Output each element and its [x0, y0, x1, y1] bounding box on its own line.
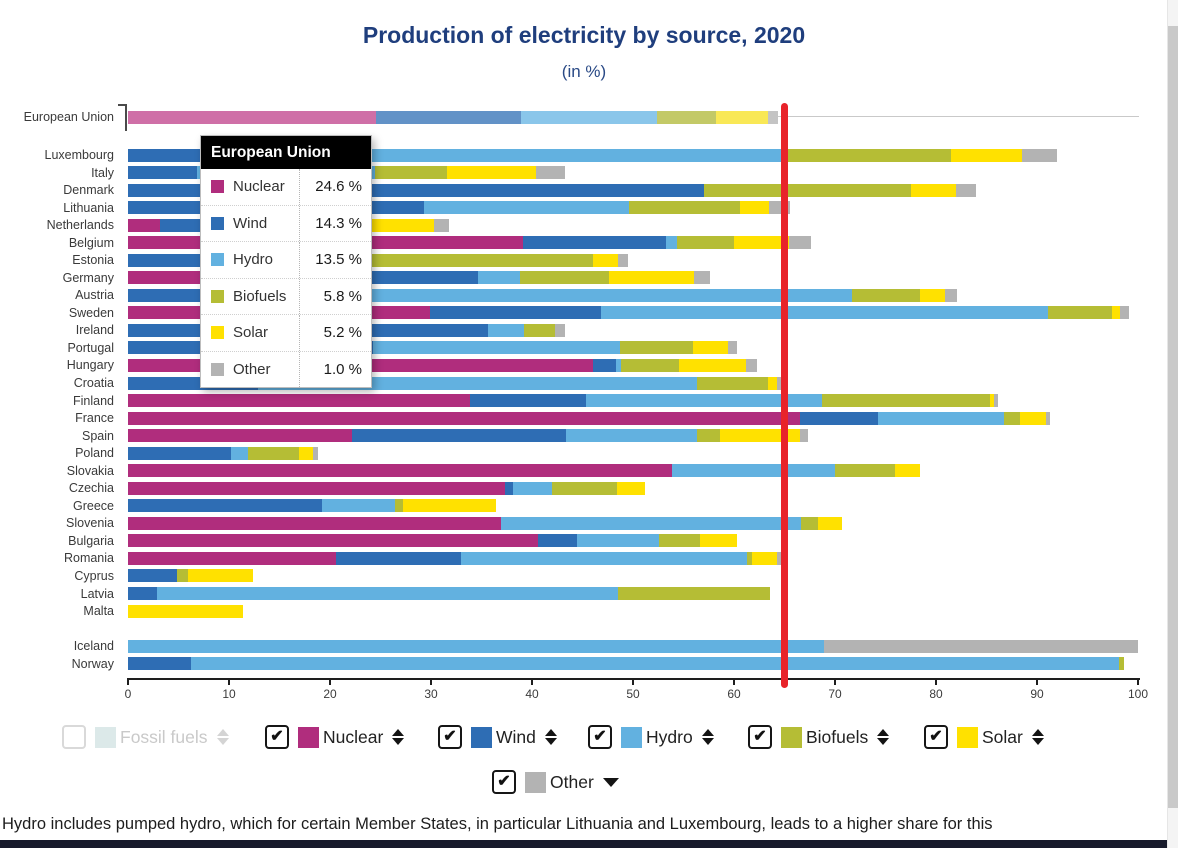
- scrollbar-track[interactable]: [1167, 0, 1178, 848]
- country-label-ireland: Ireland: [75, 323, 114, 338]
- tooltip-label: Nuclear: [233, 178, 285, 196]
- sort-arrows-icon[interactable]: [545, 729, 557, 746]
- check-icon: ✔: [497, 773, 511, 790]
- bar-segment-wind[interactable]: [538, 534, 577, 547]
- x-tick-label: 80: [929, 687, 943, 701]
- check-icon: ✔: [753, 728, 767, 745]
- country-label-finland: Finland: [73, 393, 114, 408]
- bar-segment-hydro[interactable]: [322, 499, 395, 512]
- x-tick: [834, 680, 836, 685]
- bar-segment-wind[interactable]: [336, 552, 461, 565]
- bar-segment-biofuels[interactable]: [395, 499, 403, 512]
- x-tick: [531, 680, 533, 685]
- bar-segment-nuclear[interactable]: [128, 482, 505, 495]
- x-tick: [935, 680, 937, 685]
- bar-segment-other[interactable]: [728, 341, 737, 354]
- bar-segment-solar[interactable]: [740, 201, 769, 214]
- bar-row-romania[interactable]: [128, 552, 784, 565]
- tooltip-value: 5.2 %: [299, 315, 371, 351]
- legend-label-nuclear: Nuclear: [323, 726, 384, 747]
- x-tick: [1036, 680, 1038, 685]
- legend-label-wind: Wind: [496, 726, 536, 747]
- y-axis-bracket-tick: [118, 104, 127, 106]
- x-tick-label: 70: [828, 687, 842, 701]
- check-icon: ✔: [443, 728, 457, 745]
- checkbox-nuclear[interactable]: [265, 725, 289, 749]
- bar-segment-wind[interactable]: [505, 482, 513, 495]
- biofuels-swatch: [211, 290, 224, 303]
- bar-segment-other[interactable]: [694, 271, 710, 284]
- checkbox-wind[interactable]: [438, 725, 462, 749]
- bar-segment-wind[interactable]: [430, 306, 601, 319]
- check-icon: ✔: [270, 728, 284, 745]
- legend-label-solar: Solar: [982, 726, 1023, 747]
- bar-row-european-union[interactable]: [128, 111, 778, 124]
- bar-segment-biofuels[interactable]: [552, 482, 617, 495]
- country-label-cyprus: Cyprus: [74, 568, 114, 583]
- bar-segment-hydro[interactable]: [878, 412, 1003, 425]
- bar-row-greece[interactable]: [128, 499, 496, 512]
- tooltip-row-other: [201, 352, 371, 388]
- x-tick: [228, 680, 230, 685]
- bar-segment-biofuels[interactable]: [520, 271, 609, 284]
- bar-segment-biofuels[interactable]: [697, 429, 720, 442]
- bar-segment-biofuels[interactable]: [620, 341, 693, 354]
- bar-segment-solar[interactable]: [188, 569, 254, 582]
- bar-segment-hydro[interactable]: [488, 324, 524, 337]
- country-label-luxembourg: Luxembourg: [44, 148, 114, 162]
- x-tick-label: 30: [424, 687, 438, 701]
- country-label-estonia: Estonia: [72, 253, 114, 268]
- tooltip-value: 5.8 %: [299, 279, 371, 315]
- bar-row-iceland[interactable]: [128, 640, 1138, 653]
- bar-segment-biofuels[interactable]: [1004, 412, 1020, 425]
- bar-segment-wind[interactable]: [128, 447, 231, 460]
- legend-label-other: Other: [550, 771, 594, 792]
- tooltip-title: European Union: [201, 136, 371, 169]
- x-tick-label: 100: [1127, 687, 1149, 701]
- legend-row-1: [0, 720, 1168, 754]
- checkbox-hydro[interactable]: [588, 725, 612, 749]
- bar-segment-hydro[interactable]: [373, 341, 619, 354]
- bar-segment-biofuels[interactable]: [697, 377, 769, 390]
- bar-segment-solar[interactable]: [818, 517, 842, 530]
- bar-segment-wind[interactable]: [128, 587, 157, 600]
- country-label-slovakia: Slovakia: [66, 463, 114, 478]
- legend-label-hydro: Hydro: [646, 726, 693, 747]
- bar-segment-biofuels[interactable]: [1048, 306, 1112, 319]
- bar-segment-biofuels[interactable]: [801, 517, 818, 530]
- bar-row-spain[interactable]: [128, 429, 808, 442]
- bar-segment-biofuels[interactable]: [784, 149, 951, 162]
- bar-row-latvia[interactable]: [128, 587, 770, 600]
- biofuels-swatch: [781, 727, 802, 748]
- page-subtitle: (in %): [561, 62, 607, 81]
- bar-segment-solar[interactable]: [403, 499, 496, 512]
- bar-segment-solar[interactable]: [693, 341, 728, 354]
- tooltip-label: Wind: [233, 214, 268, 232]
- tooltip-value: 1.0 %: [299, 352, 371, 388]
- country-label-greece: Greece: [73, 498, 114, 513]
- bar-segment-nuclear[interactable]: [128, 517, 501, 530]
- bar-row-france[interactable]: [128, 412, 1050, 425]
- bar-row-finland[interactable]: [128, 394, 998, 407]
- bar-segment-hydro[interactable]: [461, 552, 747, 565]
- country-label-croatia: Croatia: [73, 376, 114, 391]
- bar-segment-nuclear[interactable]: [128, 464, 672, 477]
- tooltip-row-nuclear: [201, 169, 371, 206]
- country-label-bulgaria: Bulgaria: [68, 533, 114, 548]
- sort-arrows-icon[interactable]: [217, 729, 229, 746]
- bar-segment-biofuels[interactable]: [677, 236, 734, 249]
- bar-segment-biofuels[interactable]: [822, 394, 991, 407]
- bar-segment-wind[interactable]: [376, 111, 520, 124]
- wind-swatch: [211, 217, 224, 230]
- legend-item-other: [492, 765, 619, 799]
- hydro-swatch: [211, 253, 224, 266]
- bar-row-czechia[interactable]: [128, 482, 645, 495]
- legend-label-biofuels: Biofuels: [806, 726, 869, 747]
- country-label-denmark: Denmark: [63, 183, 114, 198]
- country-label-norway: Norway: [71, 656, 114, 671]
- bar-segment-nuclear[interactable]: [128, 412, 800, 425]
- country-label-european-union: European Union: [23, 110, 114, 124]
- y-axis-bracket: [125, 104, 127, 131]
- bar-segment-solar[interactable]: [593, 254, 618, 267]
- bar-segment-wind[interactable]: [523, 236, 666, 249]
- other-swatch: [211, 363, 224, 376]
- bar-segment-hydro[interactable]: [672, 464, 835, 477]
- sort-arrows-icon[interactable]: [702, 729, 714, 746]
- tooltip-label: Solar: [233, 324, 269, 342]
- bar-segment-solar[interactable]: [895, 464, 920, 477]
- bar-segment-other[interactable]: [768, 111, 778, 124]
- country-label-sweden: Sweden: [68, 305, 114, 320]
- bar-segment-biofuels[interactable]: [375, 166, 447, 179]
- country-label-slovenia: Slovenia: [66, 516, 114, 531]
- footnote: Hydro includes pumped hydro, which for certain Member States, in particular Lithuania and Luxembourg, leads to a higher share for this: [2, 815, 993, 833]
- bar-segment-wind[interactable]: [128, 166, 197, 179]
- x-tick-label: 0: [124, 687, 132, 701]
- bar-segment-other[interactable]: [555, 324, 565, 337]
- bar-segment-solar[interactable]: [752, 552, 777, 565]
- bar-row-norway[interactable]: [128, 657, 1124, 670]
- legend-row-2: [0, 765, 1168, 799]
- x-tick-label: 20: [323, 687, 337, 701]
- bar-segment-hydro[interactable]: [157, 587, 618, 600]
- bar-segment-wind[interactable]: [128, 657, 191, 670]
- tooltip-label: Hydro: [233, 251, 274, 269]
- x-tick: [1137, 680, 1139, 685]
- bar-row-malta[interactable]: [128, 605, 243, 618]
- country-label-italy: Italy: [91, 165, 114, 180]
- bar-segment-nuclear[interactable]: [128, 534, 538, 547]
- bar-segment-solar[interactable]: [920, 289, 945, 302]
- bar-segment-solar[interactable]: [1112, 306, 1120, 319]
- x-tick-label: 40: [525, 687, 539, 701]
- legend-item-biofuels: [748, 720, 889, 754]
- checkbox-solar[interactable]: [924, 725, 948, 749]
- legend-item-wind: [438, 720, 557, 754]
- country-label-austria: Austria: [75, 288, 114, 303]
- sort-down-icon[interactable]: [603, 778, 619, 787]
- bar-segment-hydro[interactable]: [478, 271, 519, 284]
- bar-segment-biofuels[interactable]: [177, 569, 187, 582]
- checkbox-fossil-fuels[interactable]: [62, 725, 86, 749]
- tooltip-value: 13.5 %: [299, 242, 371, 278]
- bar-segment-other[interactable]: [313, 447, 318, 460]
- tooltip-label: Other: [233, 360, 271, 378]
- country-label-belgium: Belgium: [68, 235, 114, 250]
- bar-segment-wind[interactable]: [128, 499, 322, 512]
- bar-segment-hydro[interactable]: [191, 657, 1119, 670]
- bar-segment-hydro[interactable]: [666, 236, 677, 249]
- bar-segment-solar[interactable]: [911, 184, 956, 197]
- bar-segment-biofuels[interactable]: [1119, 657, 1124, 670]
- other-swatch: [525, 772, 546, 793]
- page-title: Production of electricity by source, 2020: [362, 22, 806, 48]
- bar-segment-other[interactable]: [434, 219, 449, 232]
- bar-segment-other[interactable]: [746, 359, 757, 372]
- bar-row-cyprus[interactable]: [128, 569, 253, 582]
- country-label-spain: Spain: [82, 428, 114, 443]
- x-tick: [733, 680, 735, 685]
- reference-line: [781, 103, 788, 688]
- tooltip-row-solar: [201, 315, 371, 352]
- bar-segment-solar[interactable]: [768, 377, 777, 390]
- bar-segment-solar[interactable]: [700, 534, 737, 547]
- bar-segment-other[interactable]: [994, 394, 998, 407]
- solar-swatch: [211, 326, 224, 339]
- x-tick-label: 10: [222, 687, 236, 701]
- bar-segment-hydro[interactable]: [501, 517, 801, 530]
- bar-segment-other[interactable]: [800, 429, 808, 442]
- bar-row-bulgaria[interactable]: [128, 534, 737, 547]
- tooltip-value: 14.3 %: [299, 206, 371, 242]
- bar-row-poland[interactable]: [128, 447, 318, 460]
- bar-segment-solar[interactable]: [299, 447, 313, 460]
- hydro-swatch: [621, 727, 642, 748]
- bar-segment-nuclear[interactable]: [128, 219, 160, 232]
- x-tick-label: 50: [626, 687, 640, 701]
- bar-segment-wind[interactable]: [470, 394, 585, 407]
- bar-segment-biofuels[interactable]: [704, 184, 911, 197]
- bar-segment-solar[interactable]: [679, 359, 746, 372]
- bar-segment-hydro[interactable]: [521, 111, 657, 124]
- tooltip-rows: [201, 169, 371, 387]
- country-label-malta: Malta: [83, 604, 114, 619]
- legend-item-fossil-fuels: [62, 720, 229, 754]
- x-tick: [632, 680, 634, 685]
- bar-segment-other[interactable]: [789, 236, 811, 249]
- bar-segment-biofuels[interactable]: [852, 289, 920, 302]
- bar-row-slovenia[interactable]: [128, 517, 842, 530]
- bar-segment-other[interactable]: [1120, 306, 1129, 319]
- bottom-bar: [0, 840, 1168, 848]
- check-icon: ✔: [929, 728, 943, 745]
- bar-segment-hydro[interactable]: [424, 201, 629, 214]
- country-label-germany: Germany: [62, 270, 114, 285]
- bar-segment-solar[interactable]: [609, 271, 694, 284]
- tooltip-row-biofuels: [201, 279, 371, 316]
- bar-segment-wind[interactable]: [593, 359, 616, 372]
- bar-segment-hydro[interactable]: [566, 429, 696, 442]
- bar-segment-biofuels[interactable]: [524, 324, 555, 337]
- bar-segment-biofuels[interactable]: [835, 464, 895, 477]
- sort-arrows-icon[interactable]: [1032, 729, 1044, 746]
- country-label-poland: Poland: [75, 446, 114, 461]
- tooltip-value: 24.6 %: [299, 169, 371, 205]
- sort-arrows-icon[interactable]: [392, 729, 404, 746]
- tooltip: [200, 135, 372, 388]
- x-tick-label: 90: [1030, 687, 1044, 701]
- legend-item-solar: [924, 720, 1044, 754]
- country-label-lithuania: Lithuania: [63, 200, 114, 215]
- country-label-portugal: Portugal: [67, 340, 114, 355]
- bar-segment-solar[interactable]: [1020, 412, 1046, 425]
- wind-swatch: [471, 727, 492, 748]
- bar-segment-biofuels[interactable]: [659, 534, 699, 547]
- legend-label-fossil-fuels: Fossil fuels: [120, 726, 208, 747]
- legend-item-nuclear: [265, 720, 404, 754]
- bar-segment-hydro[interactable]: [231, 447, 248, 460]
- bar-segment-hydro[interactable]: [513, 482, 552, 495]
- country-label-france: France: [75, 411, 114, 426]
- bar-segment-hydro[interactable]: [601, 306, 1048, 319]
- bar-segment-other[interactable]: [956, 184, 976, 197]
- bar-segment-nuclear[interactable]: [128, 111, 376, 124]
- bar-segment-biofuels[interactable]: [629, 201, 740, 214]
- check-icon: ✔: [593, 728, 607, 745]
- bar-segment-other[interactable]: [1022, 149, 1057, 162]
- bar-segment-solar[interactable]: [447, 166, 536, 179]
- country-label-romania: Romania: [63, 551, 114, 566]
- bar-segment-other[interactable]: [945, 289, 957, 302]
- legend-item-hydro: [588, 720, 714, 754]
- country-label-czechia: Czechia: [68, 481, 114, 496]
- tooltip-label: Biofuels: [233, 287, 287, 305]
- x-tick-label: 60: [727, 687, 741, 701]
- bar-segment-other[interactable]: [1046, 412, 1050, 425]
- x-tick: [127, 680, 129, 685]
- bar-segment-hydro[interactable]: [128, 640, 824, 653]
- country-label-iceland: Iceland: [73, 639, 114, 653]
- bar-segment-hydro[interactable]: [577, 534, 659, 547]
- bar-segment-biofuels[interactable]: [621, 359, 680, 372]
- bar-segment-biofuels[interactable]: [618, 587, 771, 600]
- country-label-latvia: Latvia: [80, 586, 114, 601]
- checkbox-other[interactable]: [492, 770, 516, 794]
- bar-segment-other[interactable]: [618, 254, 628, 267]
- tooltip-row-wind: [201, 206, 371, 243]
- bar-segment-nuclear[interactable]: [128, 394, 470, 407]
- x-tick: [430, 680, 432, 685]
- bar-segment-nuclear[interactable]: [128, 429, 352, 442]
- bar-segment-other[interactable]: [536, 166, 565, 179]
- bar-segment-biofuels[interactable]: [657, 111, 716, 124]
- bar-segment-wind[interactable]: [128, 569, 177, 582]
- bar-segment-solar[interactable]: [617, 482, 645, 495]
- bar-row-slovakia[interactable]: [128, 464, 920, 477]
- scrollbar-thumb[interactable]: [1168, 26, 1178, 808]
- bar-segment-wind[interactable]: [352, 429, 566, 442]
- tooltip-row-hydro: [201, 242, 371, 279]
- bar-segment-other[interactable]: [824, 640, 1138, 653]
- bar-segment-nuclear[interactable]: [128, 552, 336, 565]
- bar-segment-biofuels[interactable]: [248, 447, 299, 460]
- bar-segment-solar[interactable]: [128, 605, 243, 618]
- country-label-netherlands: Netherlands: [46, 218, 114, 233]
- checkbox-biofuels[interactable]: [748, 725, 772, 749]
- bar-segment-solar[interactable]: [951, 149, 1022, 162]
- country-label-hungary: Hungary: [66, 358, 114, 373]
- nuclear-swatch: [211, 180, 224, 193]
- nuclear-swatch: [298, 727, 319, 748]
- solar-swatch: [957, 727, 978, 748]
- fossil-fuels-swatch: [95, 727, 116, 748]
- sort-arrows-icon[interactable]: [877, 729, 889, 746]
- x-tick: [329, 680, 331, 685]
- bar-segment-solar[interactable]: [716, 111, 769, 124]
- bar-segment-wind[interactable]: [800, 412, 879, 425]
